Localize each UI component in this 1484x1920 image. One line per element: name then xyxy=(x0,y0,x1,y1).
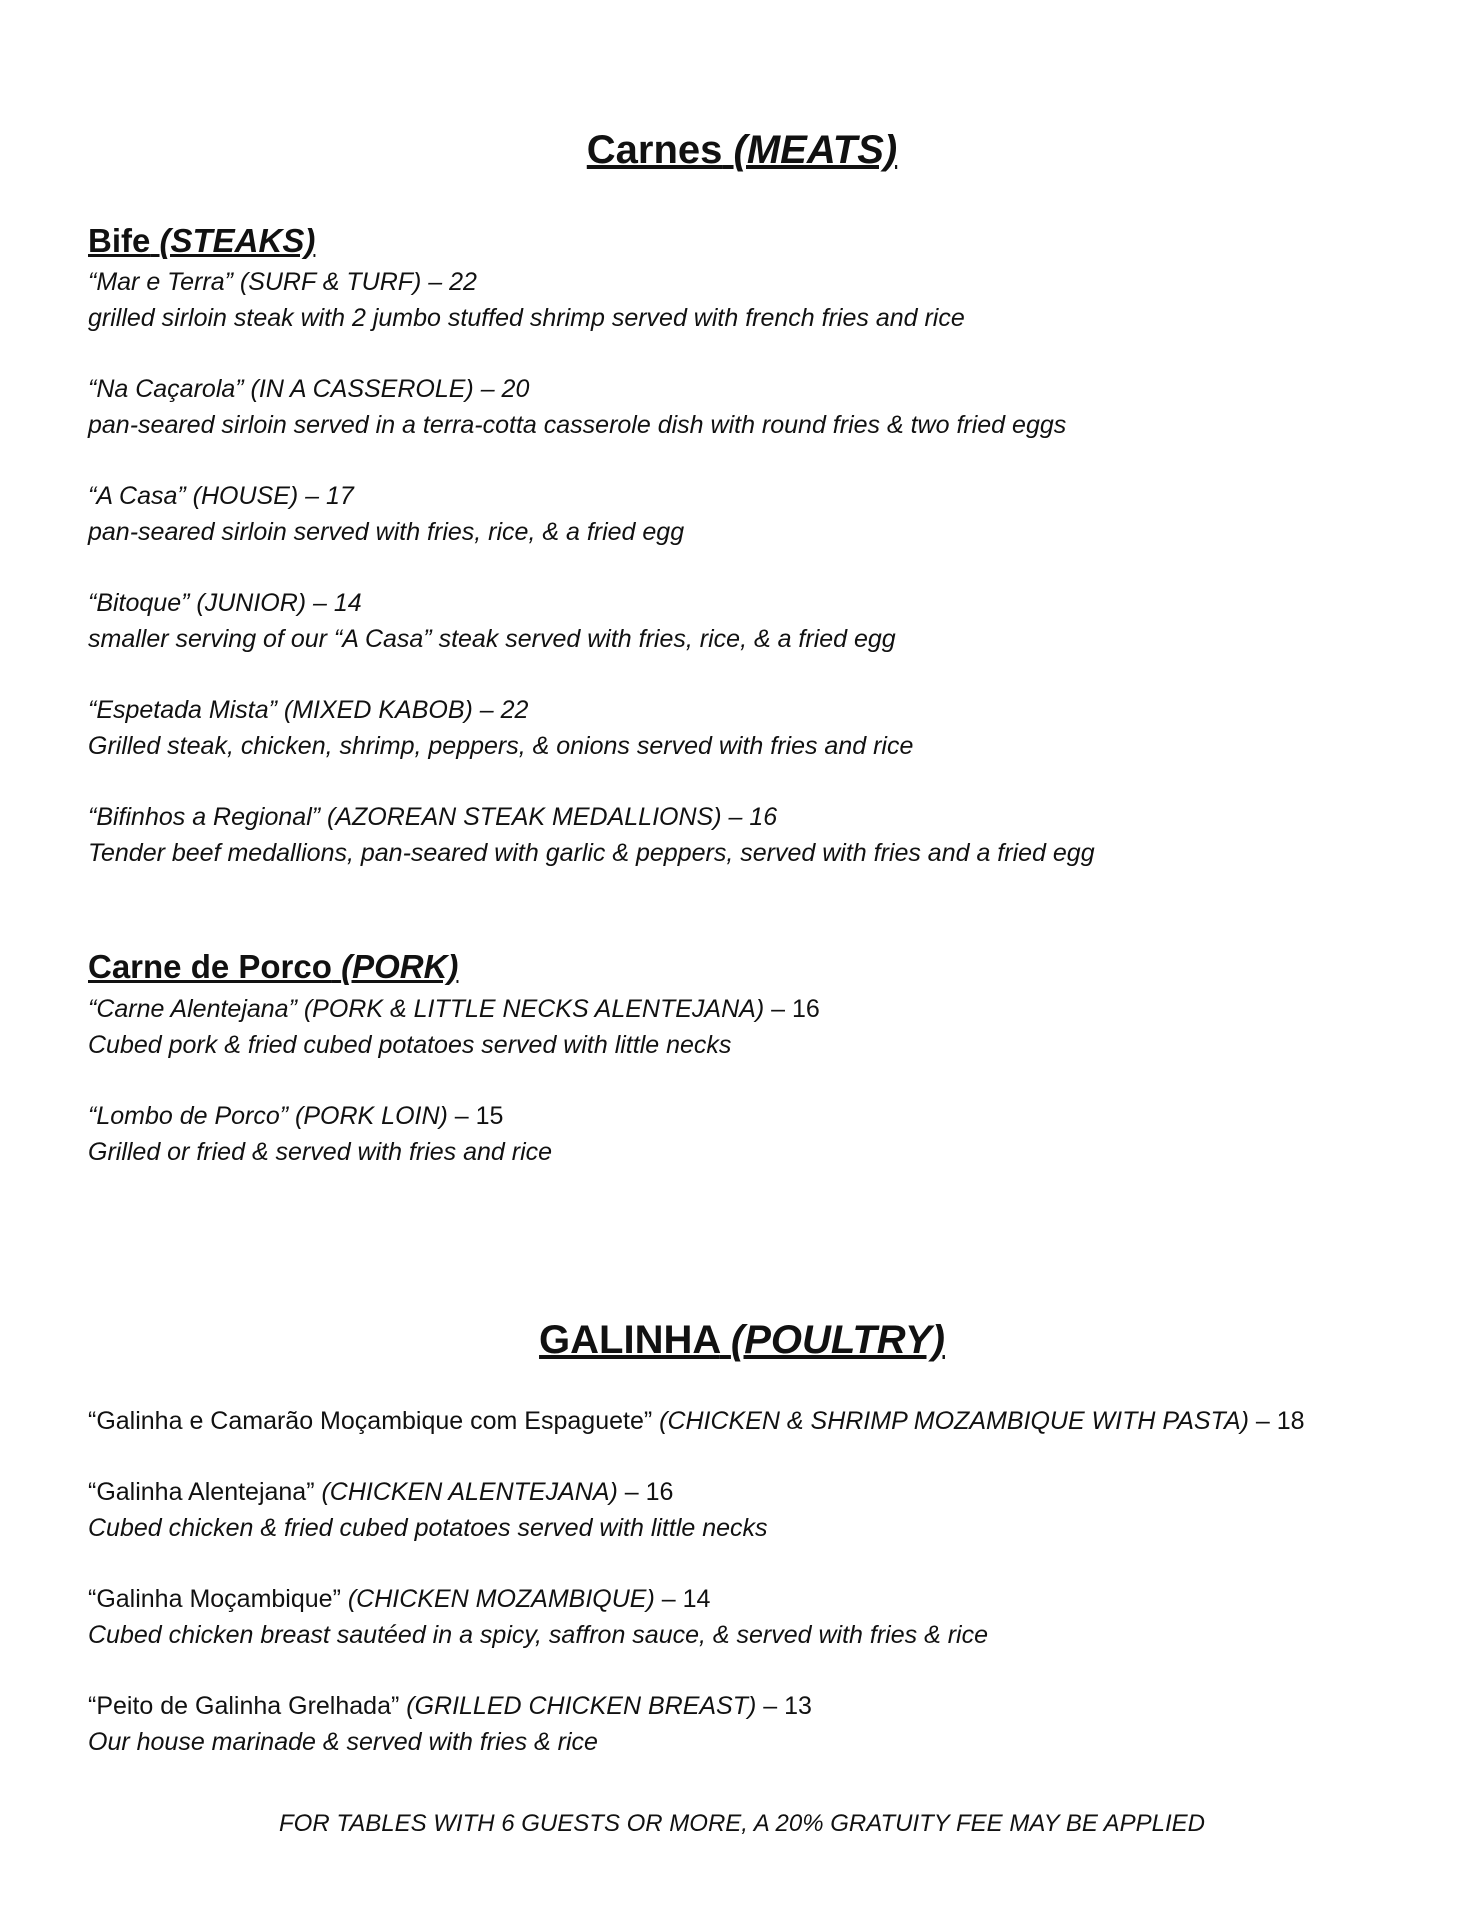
steaks-heading xyxy=(88,222,315,260)
steak-item-desc: pan-seared sirloin served with fries, rice, & a fried egg xyxy=(88,518,685,546)
poultry-title-en: (POULTRY) xyxy=(730,1318,945,1362)
pork-item-desc: Cubed pork & fried cubed potatoes served with little necks xyxy=(88,1031,732,1059)
pork-item-price: – 16 xyxy=(764,995,820,1023)
poultry-item-en: (CHICKEN MOZAMBIQUE) xyxy=(347,1585,655,1613)
steak-item-name: “Bitoque” (JUNIOR) – 14 xyxy=(88,589,362,617)
poultry-item-name: “Peito de Galinha Grelhada” xyxy=(88,1692,407,1720)
steak-item-desc: Tender beef medallions, pan-seared with garlic & peppers, served with fries and a fried egg xyxy=(88,839,1095,867)
pork-item-name: “Carne Alentejana” (PORK & LITTLE NECKS ALENTEJANA) xyxy=(88,995,765,1023)
poultry-item-desc: Cubed chicken & fried cubed potatoes served with little necks xyxy=(88,1514,768,1542)
poultry-item-en: (CHICKEN & SHRIMP MOZAMBIQUE WITH PASTA) xyxy=(659,1407,1249,1435)
poultry-item-name: “Galinha Alentejana” xyxy=(88,1478,322,1506)
steak-item-name: “Mar e Terra” (SURF & TURF) – 22 xyxy=(88,268,477,296)
poultry-item-name-line xyxy=(88,1478,673,1507)
steaks-heading-pt: Bife xyxy=(88,222,151,259)
pork-heading-pt: Carne de Porco xyxy=(88,948,332,985)
poultry-item-desc: Cubed chicken breast sautéed in a spicy, saffron sauce, & served with fries & rice xyxy=(88,1621,988,1649)
meats-title xyxy=(0,128,1484,173)
poultry-item-name-line xyxy=(88,1692,812,1721)
steak-item-desc: smaller serving of our “A Casa” steak served with fries, rice, & a fried egg xyxy=(88,625,896,653)
poultry-item-name: “Galinha e Camarão Moçambique com Espaguete” xyxy=(88,1407,660,1435)
pork-item-name-line xyxy=(88,1102,503,1131)
meats-title-pt: Carnes xyxy=(586,128,723,172)
steak-item-desc: grilled sirloin steak with 2 jumbo stuffed shrimp served with french fries and rice xyxy=(88,304,965,332)
poultry-title-pt: GALINHA xyxy=(539,1318,720,1362)
steaks-heading-en: (STEAKS) xyxy=(159,222,316,259)
pork-item-name-line xyxy=(88,995,820,1024)
poultry-item-price: – 14 xyxy=(654,1585,711,1613)
steak-item-name: “A Casa” (HOUSE) – 17 xyxy=(88,482,354,510)
poultry-item-price: – 16 xyxy=(617,1478,674,1506)
poultry-item-price: – 13 xyxy=(756,1692,812,1720)
steak-item-desc: Grilled steak, chicken, shrimp, peppers, & onions served with fries and rice xyxy=(88,732,914,760)
pork-item-name: “Lombo de Porco” (PORK LOIN) xyxy=(88,1102,448,1130)
poultry-item-en: (CHICKEN ALENTEJANA) xyxy=(321,1478,618,1506)
pork-heading xyxy=(88,948,458,986)
poultry-item-en: (GRILLED CHICKEN BREAST) xyxy=(406,1692,757,1720)
poultry-title xyxy=(0,1318,1484,1363)
poultry-item-name: “Galinha Moçambique” xyxy=(88,1585,348,1613)
pork-item-desc: Grilled or fried & served with fries and rice xyxy=(88,1138,553,1166)
poultry-item-name-line xyxy=(88,1585,710,1614)
steak-item-name: “Na Caçarola” (IN A CASSEROLE) – 20 xyxy=(88,375,530,403)
steak-item-desc: pan-seared sirloin served in a terra-cotta casserole dish with round fries & two fried eggs xyxy=(88,411,1067,439)
pork-item-price: – 15 xyxy=(447,1102,504,1130)
meats-title-en: (MEATS) xyxy=(733,128,898,172)
steak-item-name: “Espetada Mista” (MIXED KABOB) – 22 xyxy=(88,696,529,724)
poultry-item-price: – 18 xyxy=(1248,1407,1305,1435)
poultry-item-desc: Our house marinade & served with fries & rice xyxy=(88,1728,598,1756)
pork-heading-en: (PORK) xyxy=(341,948,459,985)
poultry-item-name-line xyxy=(88,1407,1305,1436)
gratuity-note: FOR TABLES WITH 6 GUESTS OR MORE, A 20% GRATUITY FEE MAY BE APPLIED xyxy=(279,1810,1205,1837)
steak-item-name: “Bifinhos a Regional” (AZOREAN STEAK MEDALLIONS) – 16 xyxy=(88,803,778,831)
